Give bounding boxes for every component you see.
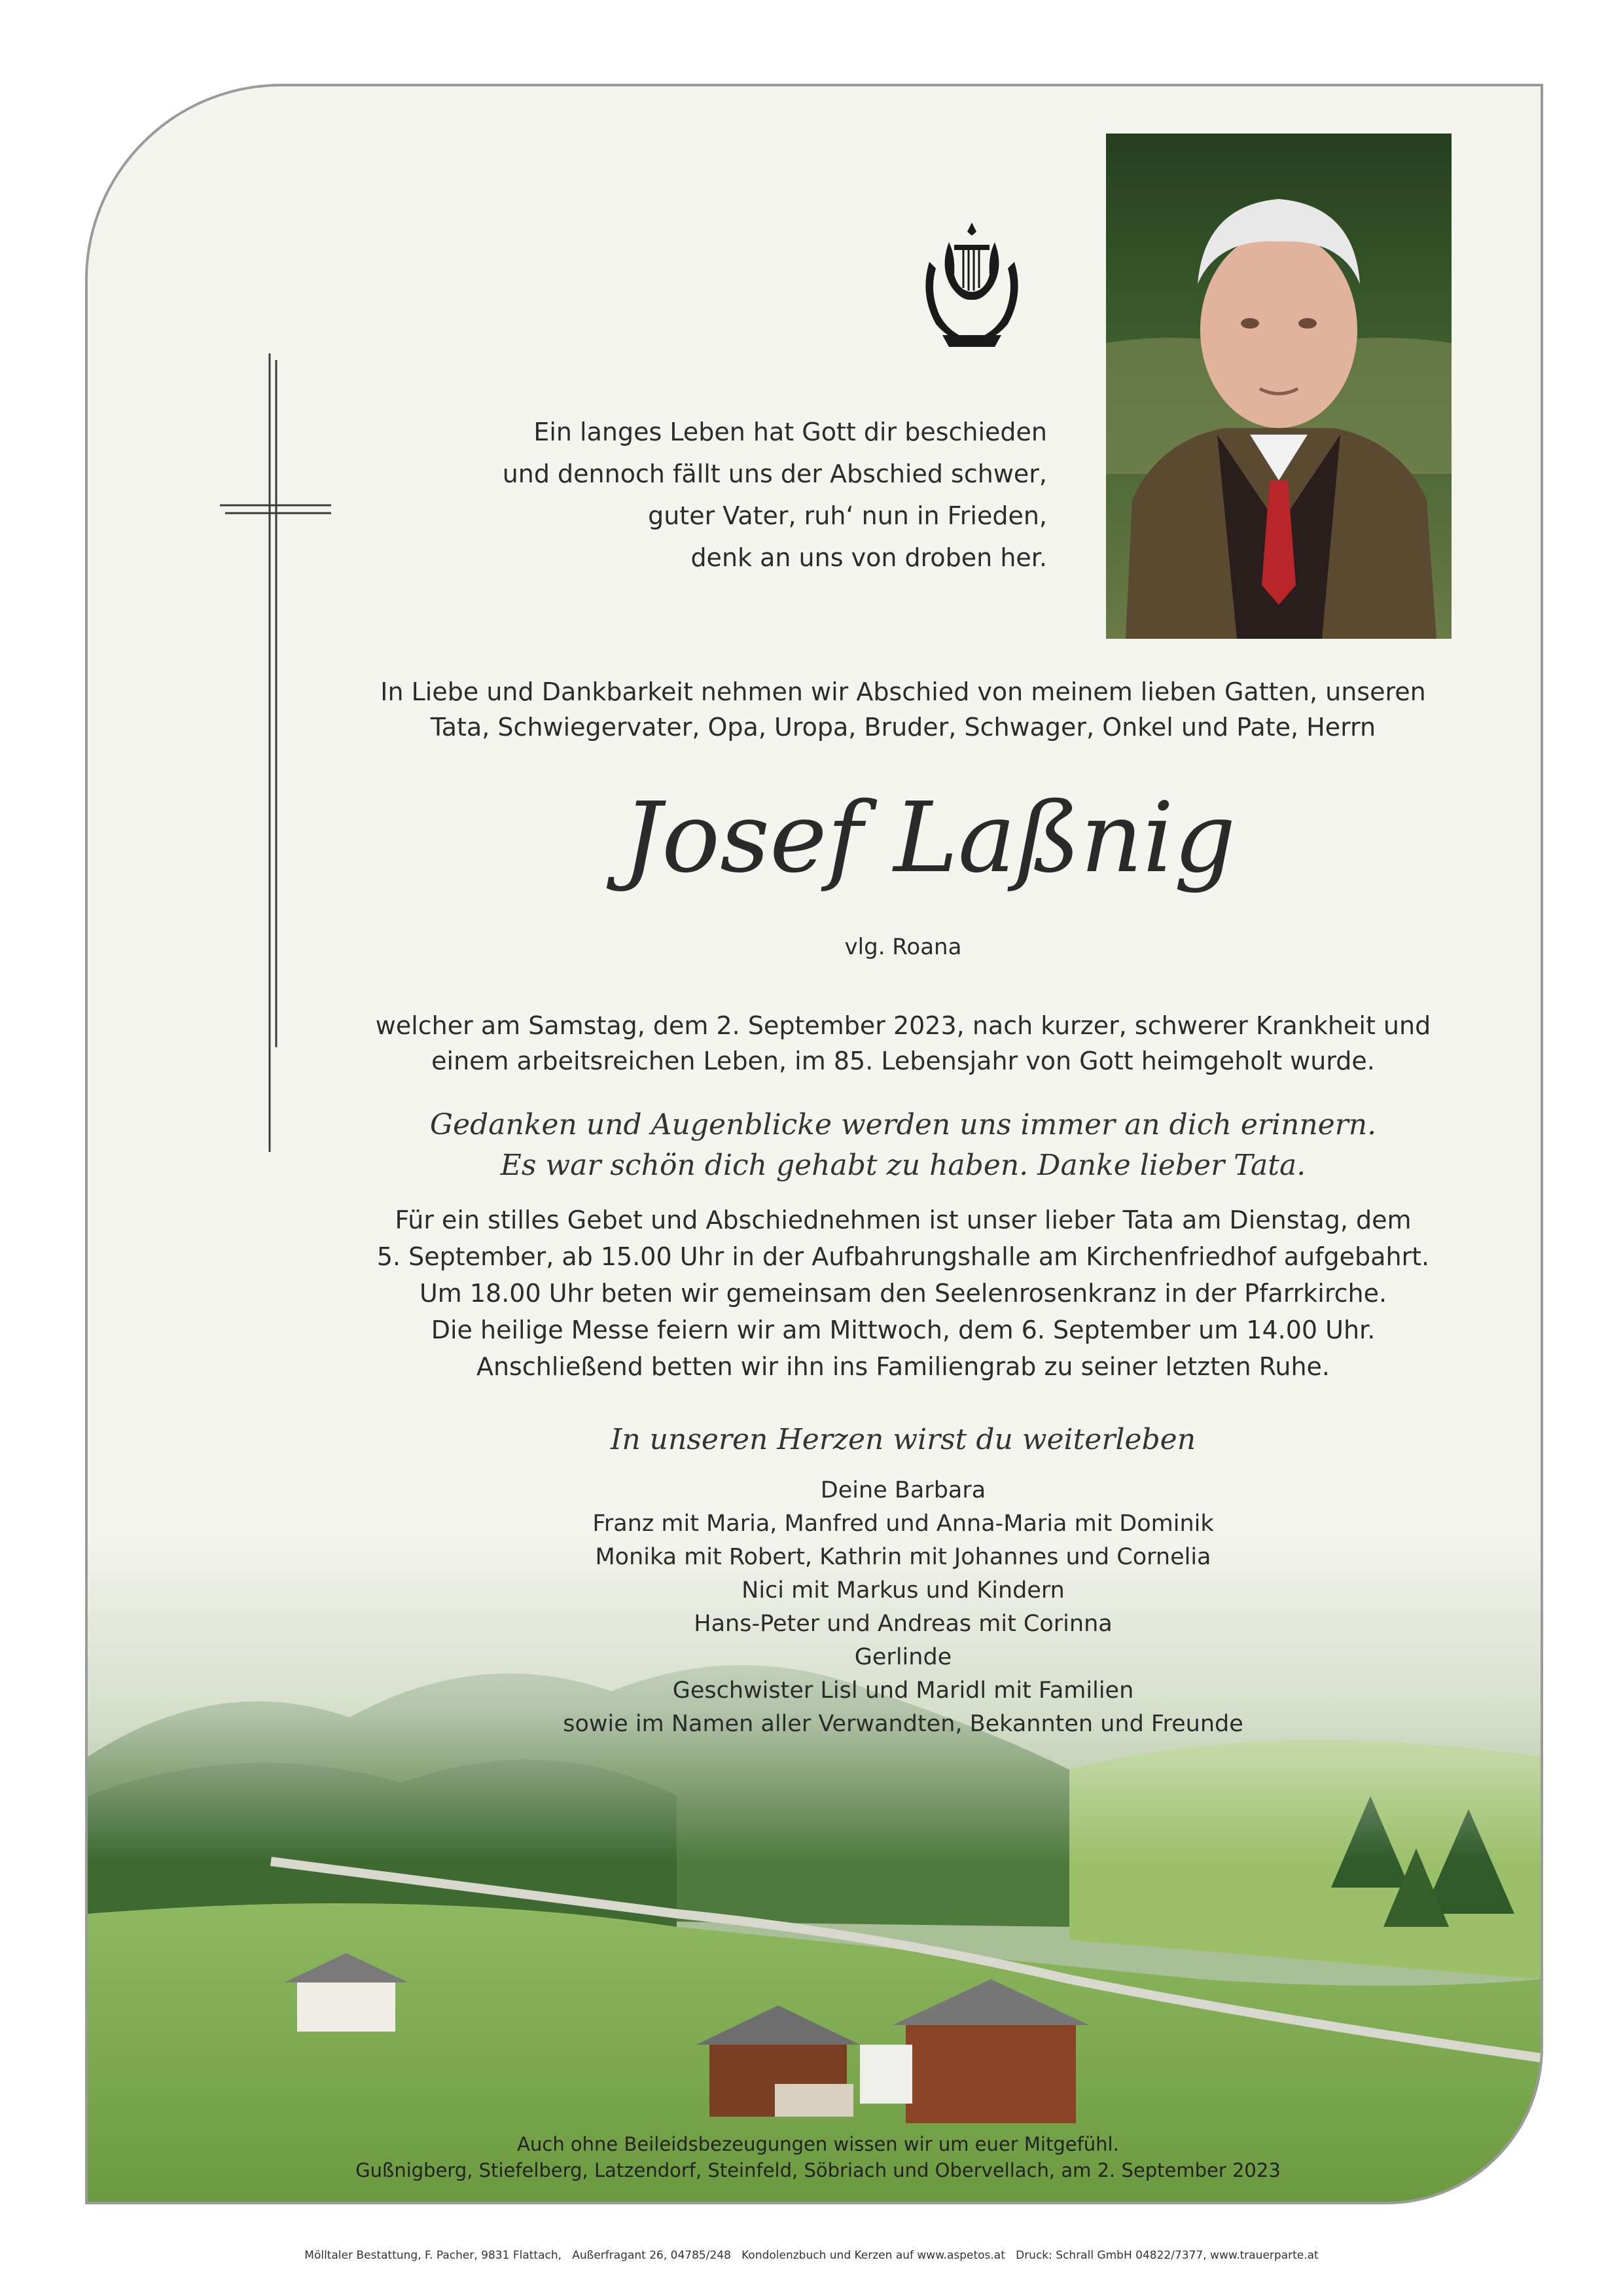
mourner-line: Hans-Peter und Andreas mit Corinna	[694, 1611, 1113, 1637]
funeral-info-line: Anschließend betten wir ihn ins Familiengrab zu seiner letzten Ruhe.	[476, 1352, 1330, 1381]
death-notice	[366, 1008, 1440, 1079]
verse-line: guter Vater, ruh‘ nun in Frieden,	[648, 501, 1047, 530]
memorial-quote	[366, 1105, 1440, 1186]
cross-icon	[216, 353, 334, 1152]
portrait-photo	[1106, 134, 1452, 639]
mourner-line: Nici mit Markus und Kindern	[741, 1577, 1065, 1604]
mourner-line: sowie im Namen aller Verwandten, Bekannten und Freunde	[563, 1711, 1243, 1737]
closing-line: Gußnigberg, Stiefelberg, Latzendorf, Steinfeld, Söbriach und Obervellach, am 2. September 2023	[355, 2159, 1281, 2181]
death-notice-line: welcher am Samstag, dem 2. September 2023, nach kurzer, schwerer Krankheit und	[375, 1011, 1431, 1040]
funeral-info-line: Für ein stilles Gebet und Abschiednehmen ist unser lieber Tata am Dienstag, dem	[395, 1206, 1412, 1234]
closing-text	[281, 2131, 1355, 2183]
funeral-info	[366, 1202, 1440, 1385]
mourners-list	[497, 1474, 1309, 1741]
deceased-name: Josef Laßnig	[622, 781, 1236, 894]
intro-line: In Liebe und Dankbarkeit nehmen wir Abschied von meinem lieben Gatten, unseren	[380, 677, 1426, 706]
funeral-info-line: 5. September, ab 15.00 Uhr in der Aufbahrungshalle am Kirchenfriedhof aufgebahrt.	[376, 1242, 1430, 1271]
motto-line: In unseren Herzen wirst du weiterleben	[610, 1423, 1196, 1456]
mourner-line: Franz mit Maria, Manfred und Anna-Maria mit Dominik	[592, 1511, 1214, 1537]
vulgo-name: vlg. Roana	[844, 934, 962, 960]
funeral-info-line: Die heilige Messe feiern wir am Mittwoch, dem 6. September um 14.00 Uhr.	[431, 1316, 1376, 1344]
funeral-info-line: Um 18.00 Uhr beten wir gemeinsam den Seelenrosenkranz in der Pfarrkirche.	[419, 1279, 1387, 1308]
intro-text	[366, 674, 1440, 745]
death-notice-line: einem arbeitsreichen Leben, im 85. Lebensjahr von Gott heimgeholt wurde.	[431, 1047, 1375, 1075]
verse-line: Ein langes Leben hat Gott dir beschieden	[533, 418, 1047, 446]
closing-line: Auch ohne Beileidsbezeugungen wissen wir um euer Mitgefühl.	[517, 2133, 1119, 2155]
verse-line: denk an uns von droben her.	[690, 543, 1047, 572]
mourner-line: Monika mit Robert, Kathrin mit Johannes und Cornelia	[595, 1544, 1211, 1570]
mourner-line: Gerlinde	[854, 1644, 952, 1670]
quote-line: Es war schön dich gehabt zu haben. Danke lieber Tata.	[500, 1149, 1306, 1182]
lyre-wreath-emblem	[916, 216, 1027, 353]
mourner-line: Geschwister Lisl und Maridl mit Familien	[672, 1677, 1134, 1704]
verse-poem	[366, 411, 1047, 579]
footer-imprint: Mölltaler Bestattung, F. Pacher, 9831 Flattach, Außerfragant 26, 04785/248 Kondolenzbuch und Kerzen auf www.aspetos.at Druck: Schrall GmbH 04822/7377, www.trauerparte.at	[304, 2249, 1319, 2262]
quote-line: Gedanken und Augenblicke werden uns immer an dich erinnern.	[429, 1108, 1377, 1141]
mourner-line: Deine Barbara	[820, 1477, 986, 1503]
verse-line: und dennoch fällt uns der Abschied schwer,	[502, 459, 1047, 488]
intro-line: Tata, Schwiegervater, Opa, Uropa, Bruder, Schwager, Onkel und Pate, Herrn	[430, 713, 1376, 742]
